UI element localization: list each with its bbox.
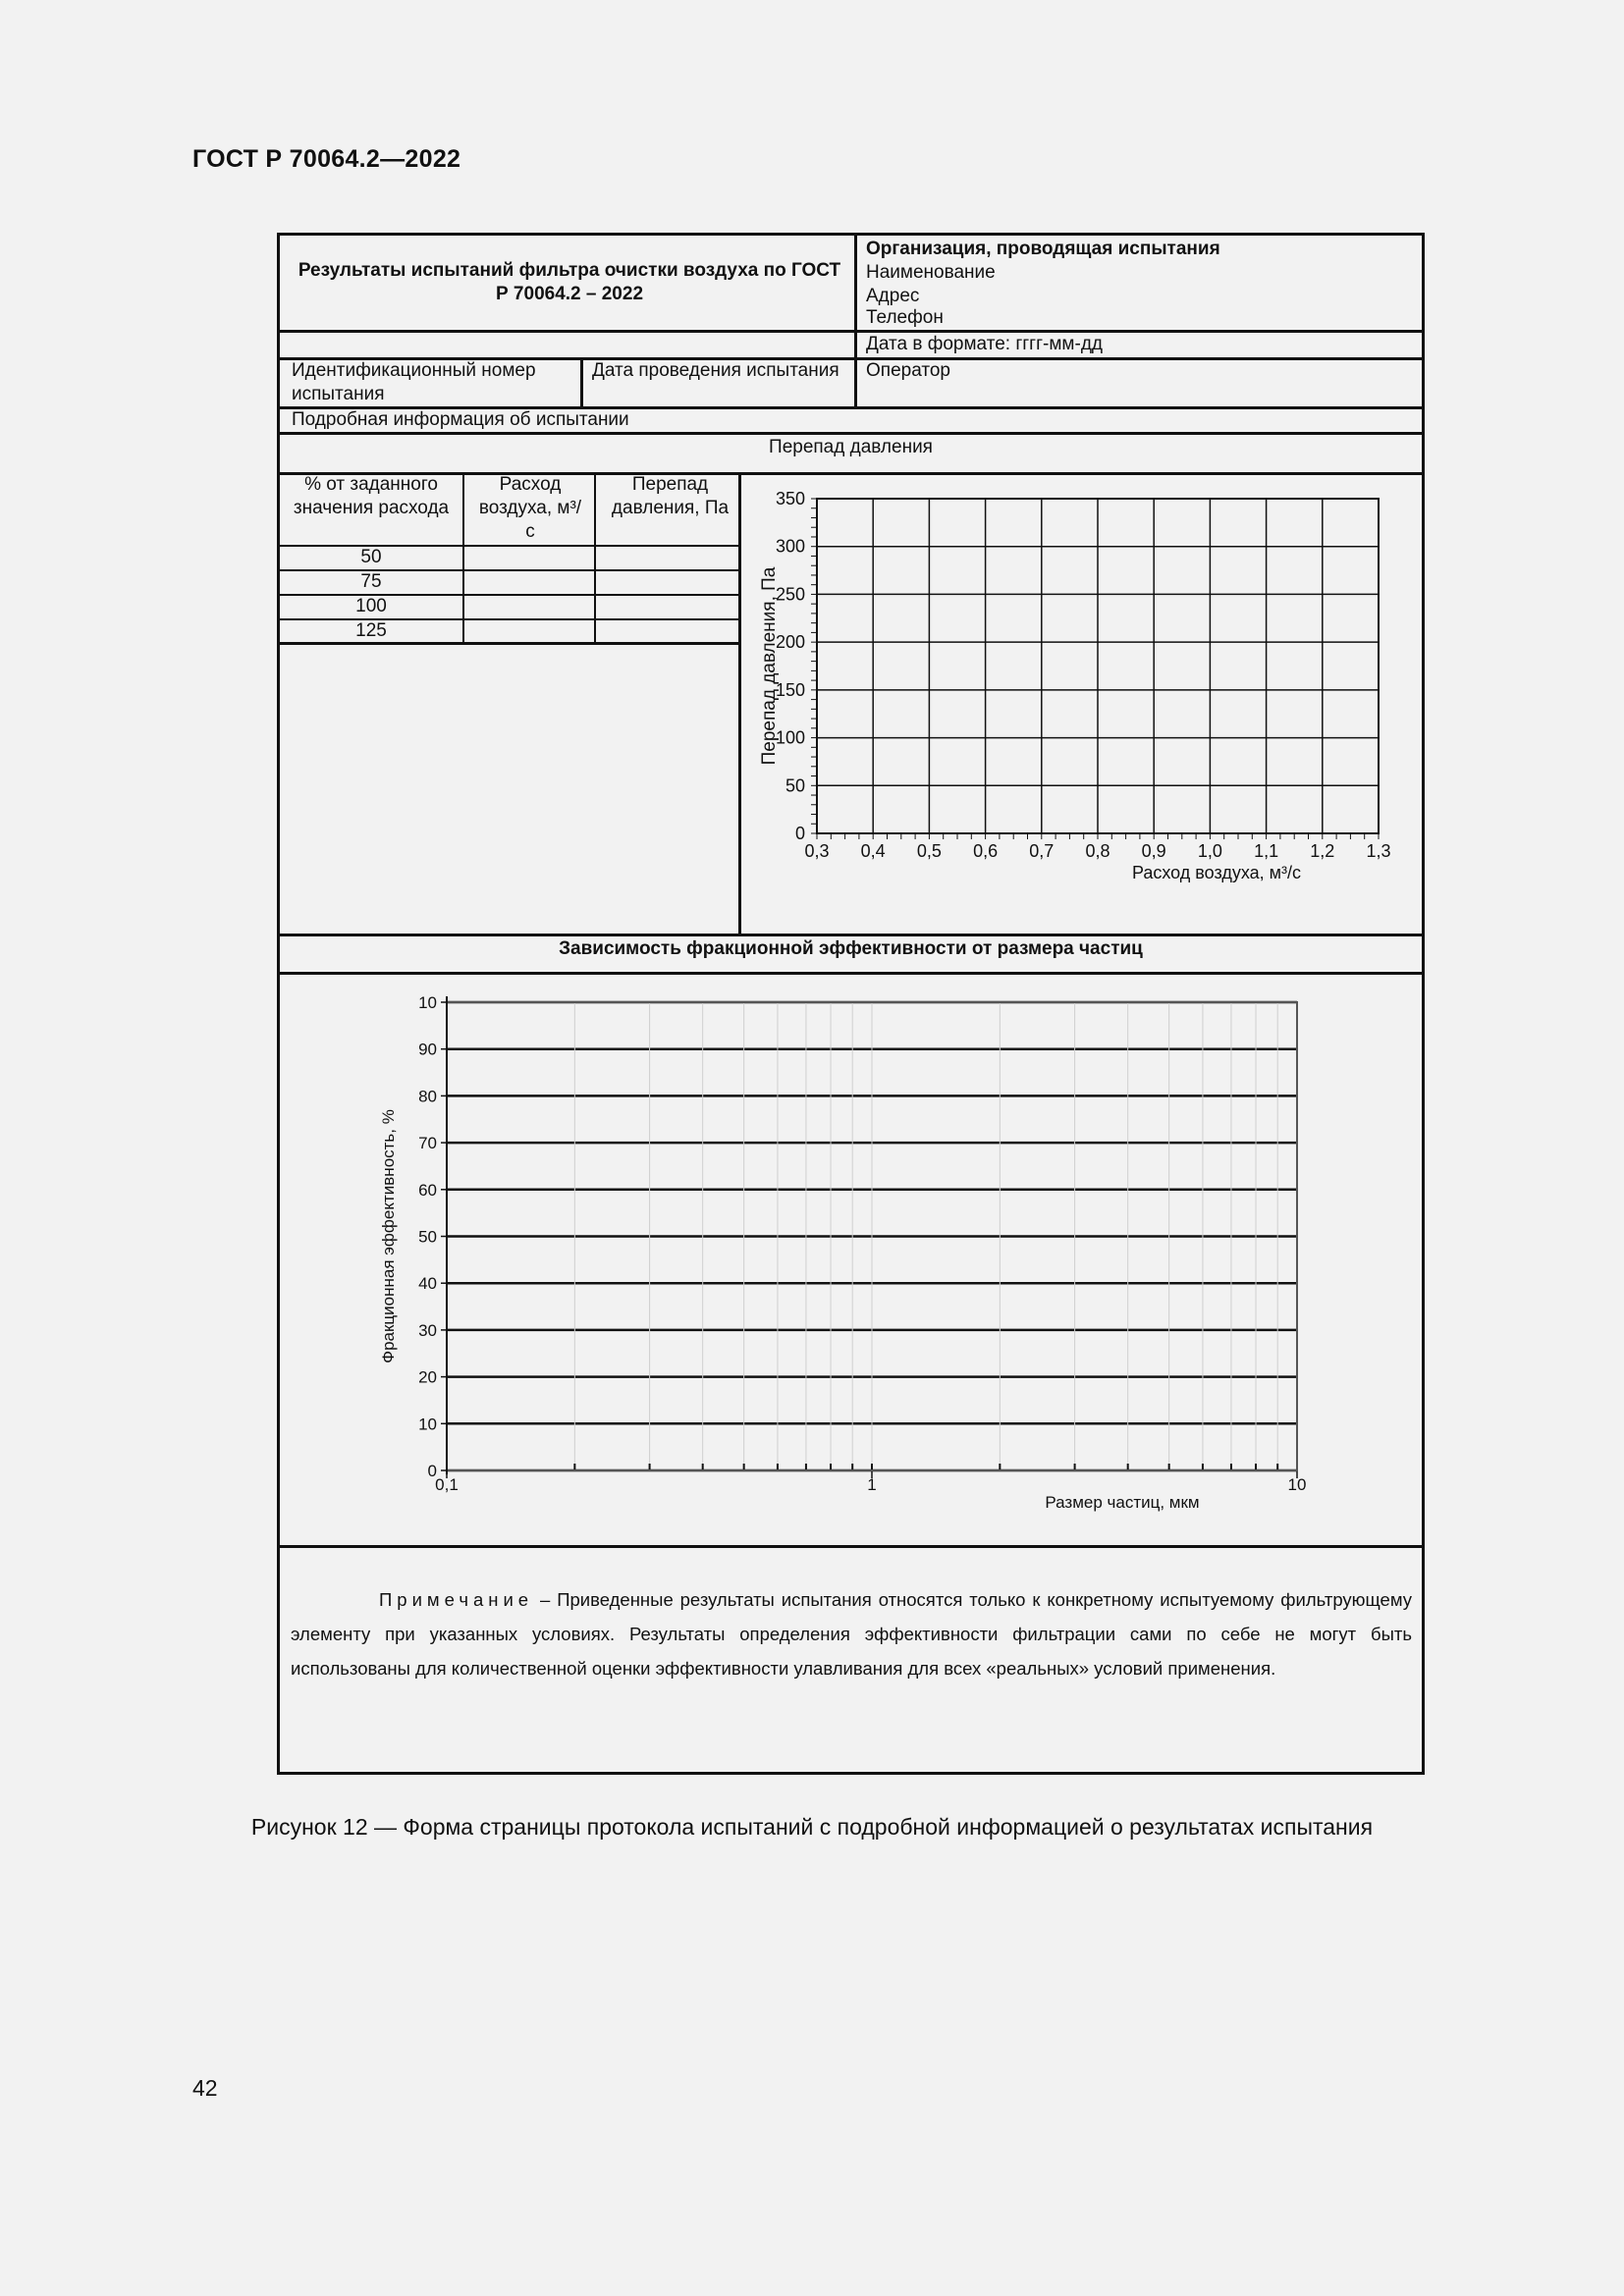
y-tick-label: 350 bbox=[775, 489, 805, 508]
pressure-section-title: Перепад давления bbox=[769, 437, 933, 457]
x-tick-label: 0,4 bbox=[860, 841, 886, 861]
y-tick-label: 20 bbox=[418, 1367, 437, 1387]
y-tick-label: 0 bbox=[794, 824, 805, 843]
table-header-percent: % от заданного значения расхода bbox=[293, 474, 450, 518]
org-name-label: Наименование bbox=[866, 262, 996, 283]
x-tick-label: 0,8 bbox=[1085, 841, 1110, 861]
table-header-flow: Расход воздуха, м³/с bbox=[478, 474, 582, 542]
pressure-drop-chart bbox=[741, 475, 1422, 934]
table-row: 75 bbox=[360, 571, 382, 592]
x-axis-label: Расход воздуха, м³/с bbox=[1131, 863, 1302, 882]
x-tick-label: 0,5 bbox=[916, 841, 942, 861]
date-format-label: Дата в формате: гггг-мм-дд bbox=[866, 334, 1103, 354]
x-tick-label: 10 bbox=[1287, 1475, 1307, 1494]
figure-caption: Рисунок 12 — Форма страницы протокола испытаний с подробной информацией о результатах испытания bbox=[250, 1814, 1374, 1840]
x-axis-label: Размер частиц, мкм bbox=[1045, 1493, 1200, 1512]
x-tick-label: 0,6 bbox=[973, 841, 999, 861]
table-header-pressure: Перепад давления, Па bbox=[611, 474, 730, 518]
x-tick-label: 1,3 bbox=[1366, 841, 1391, 861]
x-tick-label: 0,9 bbox=[1141, 841, 1166, 861]
flow-table bbox=[280, 472, 738, 649]
y-tick-label: 50 bbox=[785, 775, 805, 796]
note-paragraph bbox=[291, 1582, 1412, 1685]
y-tick-label: 80 bbox=[418, 1087, 437, 1106]
table-row: 100 bbox=[355, 596, 387, 616]
x-tick-label: 1,0 bbox=[1197, 841, 1222, 861]
y-tick-label: 40 bbox=[418, 1274, 437, 1294]
test-report-form bbox=[277, 233, 1425, 1775]
x-tick-label: 0,3 bbox=[804, 841, 830, 861]
page-number: 42 bbox=[192, 2075, 218, 2101]
x-tick-label: 1,1 bbox=[1254, 841, 1279, 861]
fractional-efficiency-chart bbox=[280, 975, 1422, 1544]
table-row: 125 bbox=[355, 620, 387, 641]
y-tick-label: 30 bbox=[418, 1320, 437, 1340]
x-tick-label: 1,2 bbox=[1310, 841, 1335, 861]
document-header: ГОСТ Р 70064.2—2022 bbox=[192, 145, 461, 173]
efficiency-section-title: Зависимость фракционной эффективности от размера частиц bbox=[559, 938, 1143, 959]
note-label: Примечание bbox=[379, 1589, 534, 1610]
y-tick-label: 200 bbox=[775, 632, 805, 653]
note-text: – Приведенные результаты испытания относятся только к конкретному испытуемому фильтрующему элементу при указанных условиях. Результаты определения эффективности фильтрации сами по себе не могут быть использованы для количественной оценки эффективности улавливания для всех «реальных» условий применения. bbox=[291, 1589, 1412, 1679]
y-tick-label: 10 bbox=[418, 1415, 437, 1434]
y-tick-label: 150 bbox=[775, 679, 805, 700]
x-tick-label: 0,7 bbox=[1029, 841, 1055, 861]
y-tick-label: 10 bbox=[418, 993, 437, 1012]
y-axis-label: Перепад давления, Па bbox=[759, 566, 780, 766]
y-tick-label: 90 bbox=[418, 1040, 437, 1059]
org-address-label: Адрес bbox=[866, 286, 920, 306]
details-label: Подробная информация об испытании bbox=[292, 409, 629, 430]
org-title: Организация, проводящая испытания bbox=[866, 239, 1220, 259]
table-row: 50 bbox=[360, 547, 382, 567]
test-id-label: Идентификационный номер испытания bbox=[292, 360, 536, 404]
y-tick-label: 250 bbox=[775, 584, 805, 605]
y-tick-label: 70 bbox=[418, 1134, 437, 1153]
test-date-label: Дата проведения испытания bbox=[592, 360, 839, 381]
x-tick-label: 1 bbox=[867, 1475, 877, 1494]
operator-label: Оператор bbox=[866, 360, 950, 381]
form-title: Результаты испытаний фильтра очистки воздуха по ГОСТ Р 70064.2 – 2022 bbox=[298, 260, 841, 304]
y-tick-label: 300 bbox=[775, 536, 805, 557]
y-tick-label: 100 bbox=[775, 727, 805, 748]
y-axis-label: Фракционная эффективность, % bbox=[379, 1109, 398, 1363]
y-tick-label: 60 bbox=[418, 1180, 437, 1200]
org-phone-label: Телефон bbox=[866, 307, 944, 328]
y-tick-label: 50 bbox=[418, 1227, 437, 1247]
y-tick-label: 0 bbox=[427, 1462, 437, 1480]
x-tick-label: 0,1 bbox=[435, 1475, 459, 1494]
